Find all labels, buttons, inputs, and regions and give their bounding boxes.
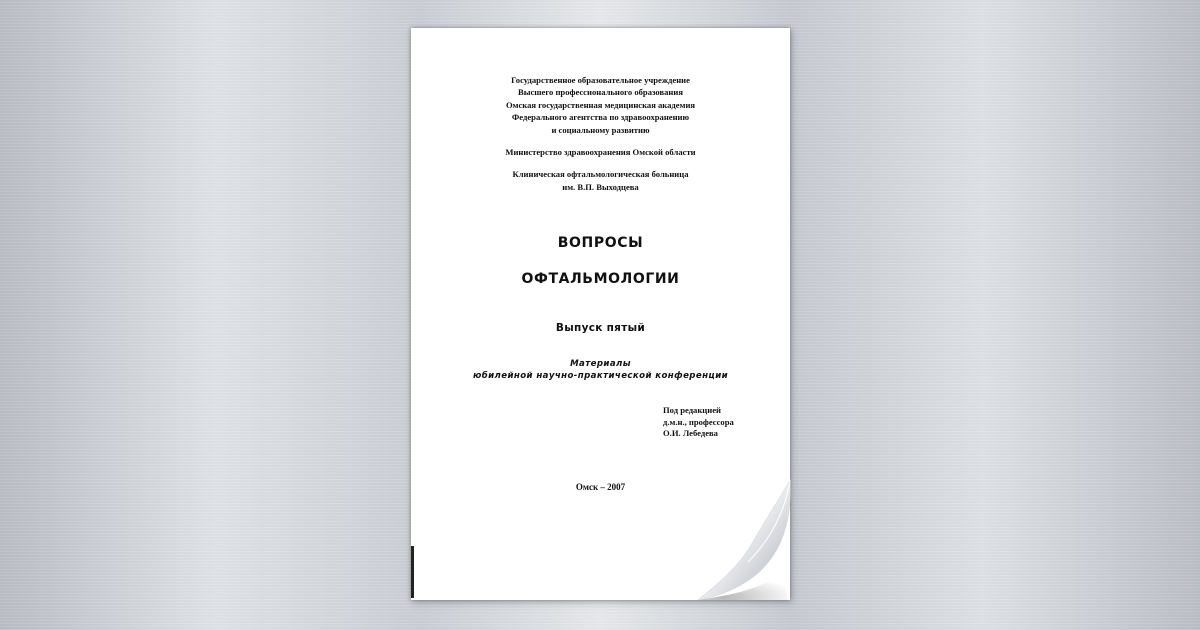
issue-label: Выпуск пятый xyxy=(555,322,646,334)
institution-header xyxy=(411,74,790,193)
scan-edge-mark xyxy=(411,546,414,598)
title-line-2: ОФТАЛЬМОЛОГИИ xyxy=(521,271,680,287)
spacer xyxy=(411,158,790,168)
spacer xyxy=(411,136,790,146)
hospital-line: им. В.П. Выходцева xyxy=(562,181,639,192)
institution-line: Высшего профессионального образования xyxy=(518,87,683,98)
editor-line: Под редакцией xyxy=(663,405,721,415)
materials-line: Материалы xyxy=(570,359,631,369)
title-line-1: ВОПРОСЫ xyxy=(557,235,644,251)
conference-materials xyxy=(411,358,790,382)
editor-line: О.И. Лебедева xyxy=(663,428,718,438)
institution-line: Омская государственная медицинская академия xyxy=(505,99,696,110)
editor-line: д.м.н., профессора xyxy=(663,416,734,427)
document-page xyxy=(411,28,790,600)
editor-block xyxy=(663,405,773,440)
hospital-line: Клиническая офтальмологическая больница xyxy=(512,169,689,180)
institution-line: и социальному развитию xyxy=(551,124,650,135)
city-year: Омск – 2007 xyxy=(575,482,626,492)
institution-line: Федерального агентства по здравоохранению xyxy=(511,112,690,123)
ministry-line: Министерство здравоохранения Омской области xyxy=(505,147,696,158)
materials-line: юбилейной научно-практической конференции xyxy=(472,371,729,381)
institution-line: Государственное образовательное учреждение xyxy=(511,75,690,85)
